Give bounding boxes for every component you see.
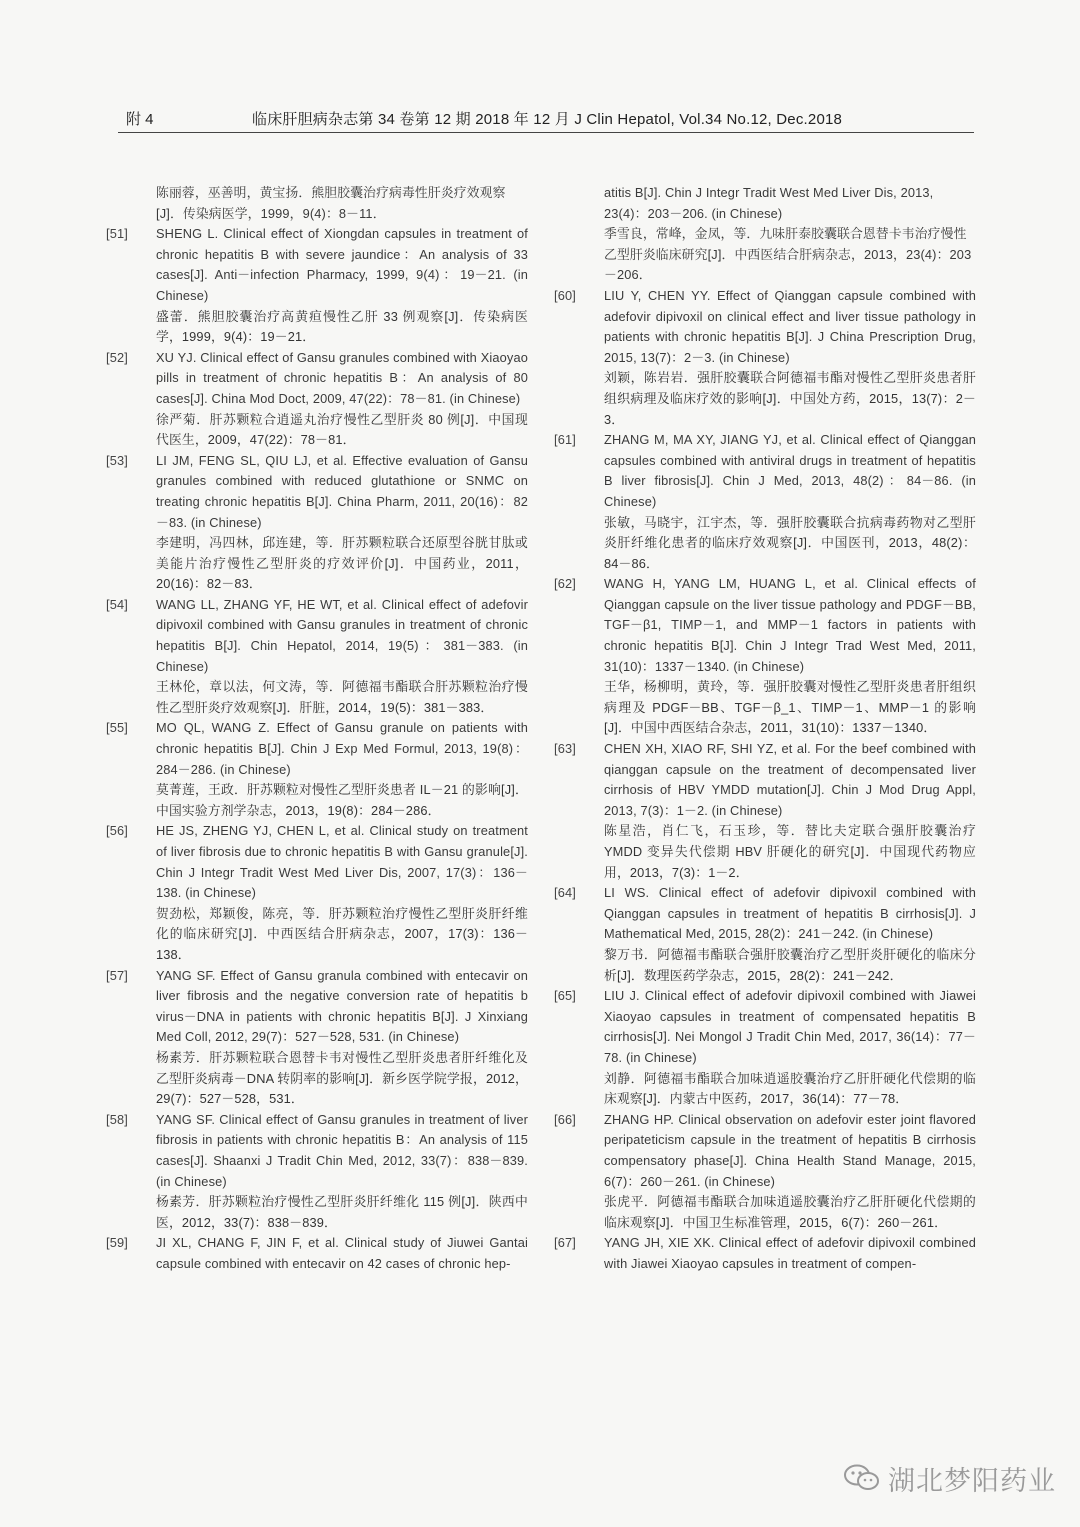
reference-chinese: 黎万书．阿德福韦酯联合强肝胶囊治疗乙型肝炎肝硬化的临床分析[J]．数理医药学杂志，2015，28(2)：241－242． (604, 946, 976, 983)
reference-number: [66] (554, 1111, 576, 1127)
reference-number: [63] (554, 741, 576, 757)
continuation-en: atitis B[J]. Chin J Integr Tradit West Med Liver Dis, 2013, 23(4)：203－206. (in Chinese) (604, 185, 934, 221)
reference-number: [59] (106, 1235, 128, 1251)
reference-entry (104, 1110, 528, 1234)
reference-chinese: 徐严菊．肝苏颗粒合逍遥丸治疗慢性乙型肝炎 80 例[J]．中国现代医生，2009，47(22)：78－81． (156, 411, 528, 448)
reference-entry (104, 718, 528, 821)
reference-english: SHENG L. Clinical effect of Xiongdan capsules in treatment of chronic hepatitis B with severe jaundice：An analysis of 33 cases[J]. Anti－infection Pharmacy, 1999, 9(4)：19－21. (in Chinese) (156, 226, 528, 303)
running-header (118, 104, 974, 133)
reference-chinese: 王林伦，章以法，何文涛，等．阿德福韦酯联合肝苏颗粒治疗慢性乙型肝炎疗效观察[J]．肝脏，2014，19(5)：381－383． (156, 679, 528, 715)
reference-english: ZHANG M, MA XY, JIANG YJ, et al. Clinical effect of Qianggan capsules combined with antiviral drugs in treatment of hepatitis B liver fibrosis[J]. Chin J Med, 2013, 48(2)：84－86. (in Chinese) (604, 432, 976, 509)
reference-entry (552, 739, 976, 883)
page-label: 附 4 (126, 111, 154, 128)
reference-chinese: 刘静．阿德福韦酯联合加味逍遥胶囊治疗乙肝肝硬化代偿期的临床观察[J]．内蒙古中医药，2017，36(14)：77－78． (604, 1070, 976, 1107)
right-column (552, 183, 976, 1274)
reference-entry (104, 1233, 528, 1274)
reference-english: LI WS. Clinical effect of adefovir dipivoxil combined with Qianggan capsules in treatment of hepatitis B cirrhosis[J]. J Mathematical Med, 2015, 28(2)：241－242. (in Chinese) (604, 885, 976, 942)
reference-number: [51] (106, 226, 128, 242)
reference-chinese: 贺劲松，郑颖俊，陈亮，等．肝苏颗粒治疗慢性乙型肝炎肝纤维化的临床研究[J]．中西医结合肝病杂志，2007，17(3)：136－138． (156, 905, 528, 962)
reference-number: [58] (106, 1111, 128, 1127)
reference-english: LI JM, FENG SL, QIU LJ, et al. Effective evaluation of Gansu granules combined with reduced glutathione or SNMC on treating chronic hepatitis B[J]. China Pharm, 2011, 20(16)：82－83. (in Chinese) (156, 452, 528, 530)
reference-entry (552, 430, 976, 574)
reference-english: WANG H, YANG LM, HUANG L, et al. Clinical effects of Qianggan capsule on the liver tissue pathology and PDGF－BB, TGF－β1, TIMP－1, and MMP－1 factors in patients with chronic hepatitis B[J]. Chin J Integr Trad West Med, 2011, 31(10)：1337－1340. (in Chinese) (604, 576, 976, 674)
reference-entry (552, 883, 976, 986)
wechat-icon (842, 1462, 882, 1494)
reference-english: LIU J. Clinical effect of adefovir dipivoxil combined with Jiawei Xiaoyao capsules in treatment of compensated hepatitis B cirrhosis[J]. Nei Mongol J Tradit Chin Med, 2017, 36(14)：77－78. (in Chinese) (604, 988, 976, 1065)
reference-entry (552, 1110, 976, 1234)
reference-number: [57] (106, 967, 128, 983)
reference-english: YANG SF. Effect of Gansu granula combined with entecavir on liver fibrosis and the negative conversion rate of hepatitis b virus－DNA in patients with chronic hepatitis B[J]. J Xinxiang Med Coll, 2012, 29(7)：527－528, 531. (in Chinese) (156, 967, 528, 1045)
reference-english: CHEN XH, XIAO RF, SHI YZ, et al. For the beef combined with qianggan capsule on the treatment of decompensated liver cirrhosis of HBV YMDD mutation[J]. Chin J Mod Drug Appl, 2013, 7(3)：1－2. (in Chinese) (604, 741, 976, 818)
reference-number: [56] (106, 823, 128, 839)
left-reference-list (104, 224, 528, 1274)
reference-english: WANG LL, ZHANG YF, HE WT, et al. Clinical effect of adefovir dipivoxil combined with Gansu granules in treatment of chronic hepatitis B[J]. Chin Hepatol, 2014, 19(5)：381－383. (in Chinese) (156, 596, 528, 674)
watermark-text: 湖北梦阳药业 (888, 1465, 1056, 1497)
reference-chinese: 王华，杨柳明，黄玲，等．强肝胶囊对慢性乙型肝炎患者肝组织病理及 PDGF－BB、TGF－β_1、TIMP－1、MMP－1 的影响[J]．中国中西医结合杂志，2011，31(10)：1337－1340． (604, 679, 976, 736)
reference-chinese: 杨素芳．肝苏颗粒联合恩替卡韦对慢性乙型肝炎患者肝纤维化及乙型肝炎病毒－DNA 转阴率的影响[J]．新乡医学院学报，2012，29(7)：527－528，531． (156, 1049, 528, 1107)
reference-entry (104, 966, 528, 1110)
reference-chinese: 刘颖，陈岩岩．强肝胶囊联合阿德福韦酯对慢性乙型肝炎患者肝组织病理及临床疗效的影响[J]．中国处方药，2015，13(7)：2－3． (604, 370, 976, 427)
reference-chinese: 张虎平．阿德福韦酯联合加味逍遥胶囊治疗乙肝肝硬化代偿期的临床观察[J]．中国卫生标准管理，2015，6(7)：260－261． (604, 1194, 976, 1230)
reference-english: JI XL, CHANG F, JIN F, et al. Clinical study of Jiuwei Gantai capsule combined with entecavir on 42 cases of chronic hep- (156, 1235, 528, 1271)
reference-english: LIU Y, CHEN YY. Effect of Qianggan capsule combined with adefovir dipivoxil on clinical effect and liver tissue pathology in patients with chronic hepatitis B[J]. J China Prescription Drug, 2015, 13(7)：2－3. (in Chinese) (604, 287, 976, 365)
reference-english: XU YJ. Clinical effect of Gansu granules combined with Xiaoyao pills in treatment of chronic hepatitis B：An analysis of 80 cases[J]. China Mod Doct, 2009, 47(22)：78－81. (in Chinese) (156, 349, 528, 406)
reference-english: ZHANG HP. Clinical observation on adefovir ester joint flavored peripateticism capsule in the treatment of hepatitis B cirrhosis compensatory phase[J]. China Health Stand Manage, 2015, 6(7)：260－261. (in Chinese) (604, 1111, 976, 1189)
reference-entry (104, 595, 528, 719)
reference-english: YANG JH, XIE XK. Clinical effect of adefovir dipivoxil combined with Jiawei Xiaoyao capsules in treatment of compen- (604, 1235, 976, 1271)
left-column (104, 183, 528, 1274)
reference-chinese: 陈星浩，肖仁飞，石玉珍，等．替比夫定联合强肝胶囊治疗 YMDD 变异失代偿期 HBV 肝硬化的研究[J]．中国现代药物应用，2013，7(3)：1－2． (604, 823, 976, 880)
right-reference-list (552, 286, 976, 1275)
reference-number: [61] (554, 432, 576, 448)
watermark (842, 1458, 1062, 1498)
reference-entry (552, 1233, 976, 1274)
reference-chinese: 李建明，冯四林，邱连建，等．肝苏颗粒联合还原型谷胱甘肽或美能片治疗慢性乙型肝炎的疗效评价[J]．中国药业，2011，20(16)：82－83． (156, 535, 528, 592)
reference-entry (552, 574, 976, 739)
reference-english: HE JS, ZHENG YJ, CHEN L, et al. Clinical study on treatment of liver fibrosis due to chronic hepatitis B with Gansu granule[J]. Chin J Integr Tradit West Med Liver Dis, 2007, 17(3)：136－138. (in Chinese) (156, 823, 528, 901)
reference-number: [53] (106, 452, 128, 468)
reference-chinese: 莫菁莲，王政．肝苏颗粒对慢性乙型肝炎患者 IL－21 的影响[J]．中国实验方剂学杂志，2013，19(8)：284－286． (156, 782, 528, 818)
reference-entry (104, 821, 528, 965)
reference-english: YANG SF. Clinical effect of Gansu granules in treatment of liver fibrosis in patients with chronic hepatitis B：An analysis of 115 cases[J]. Shaanxi J Tradit Chin Med, 2012, 33(7)：838－839. (in Chinese) (156, 1111, 528, 1189)
reference-number: [67] (554, 1235, 576, 1251)
reference-chinese: 盛蕾．熊胆胶囊治疗高黄疸慢性乙肝 33 例观察[J]．传染病医学，1999，9(4)：19－21． (156, 308, 528, 345)
reference-english: MO QL, WANG Z. Effect of Gansu granule on patients with chronic hepatitis B[J]. Chin J Exp Med Formul, 2013, 19(8)：284－286. (in Chinese) (156, 720, 528, 777)
reference-entry (104, 224, 528, 348)
reference-number: [60] (554, 287, 576, 303)
continuation-zh: 季雪良，常峰，金凤，等．九味肝泰胶囊联合恩替卡韦治疗慢性乙型肝炎临床研究[J]．中西医结合肝病杂志，2013，23(4)：203－206． (604, 226, 972, 283)
reference-chinese: 杨素芳．肝苏颗粒治疗慢性乙型肝炎肝纤维化 115 例[J]．陕西中医，2012，33(7)：838－839． (156, 1194, 528, 1230)
reference-number: [54] (106, 596, 128, 612)
reference-chinese: 张敏，马晓宇，江宇杰，等．强肝胶囊联合抗病毒药物对乙型肝炎肝纤维化患者的临床疗效观察[J]．中国医刊，2013，48(2)：84－86． (604, 514, 976, 571)
reference-entry (104, 451, 528, 595)
journal-line: 临床肝胆病杂志第 34 卷第 12 期 2018 年 12 月 J Clin Hepatol, Vol.34 No.12, Dec.2018 (252, 111, 843, 128)
reference-number: [64] (554, 885, 576, 901)
reference-entry (104, 348, 528, 451)
reference-number: [62] (554, 576, 576, 592)
reference-number: [65] (554, 988, 576, 1004)
reference-entry (552, 986, 976, 1110)
continuation-zh: 陈丽蓉，巫善明，黄宝扬．熊胆胶囊治疗病毒性肝炎疗效观察[J]．传染病医学，1999，9(4)：8－11． (156, 185, 506, 221)
reference-number: [52] (106, 349, 128, 365)
reference-entry (552, 286, 976, 430)
reference-number: [55] (106, 720, 128, 736)
